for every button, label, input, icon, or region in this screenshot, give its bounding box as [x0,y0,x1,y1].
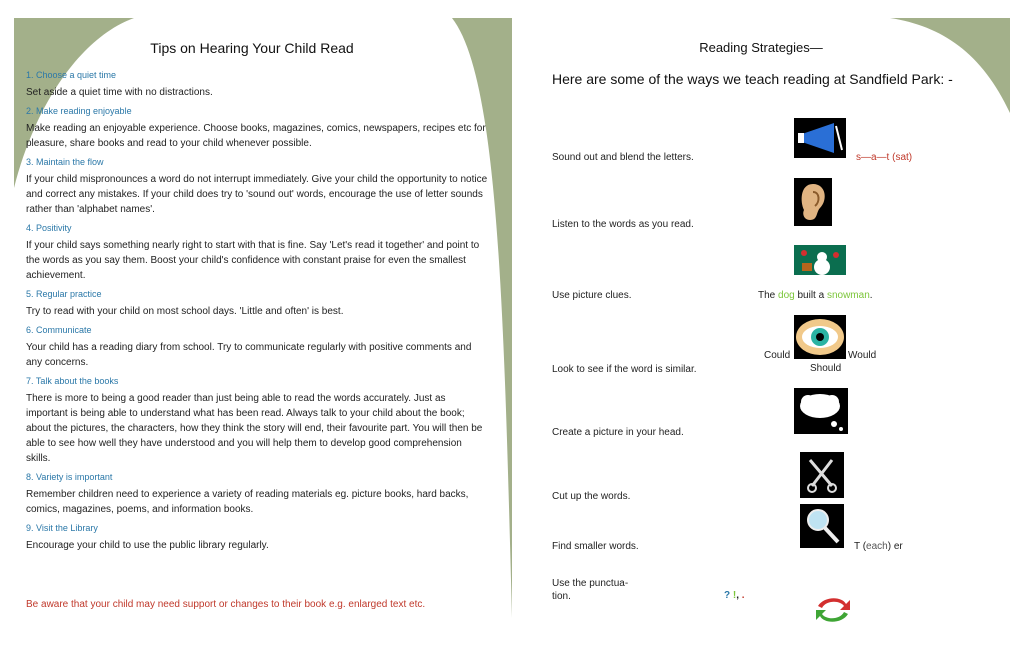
tip-body: There is more to being a good reader than just being able to read the words accurately. Just as important is being able to understand what has been read. Always talk to your child about the book; about the pictures, the characters, how they think the story will end, their favourite part. You will then be able to see how well they have understood and you will help them to develop good comprehension skills. [26,393,483,464]
tip-body: Encourage your child to use the public library regularly. [26,540,269,551]
question-mark: ? [724,590,731,601]
tip-body: Remember children need to experience a variety of reading materials eg. picture books, hard backs, comics, magazines, poems, and information books. [26,489,469,515]
similar-word: Would [848,350,877,361]
tip-item [26,106,488,151]
snowman-picture-icon [794,245,846,285]
tip-item [26,523,488,553]
strategy-label: Listen to the words as you read. [552,219,694,230]
page-title: Reading Strategies— [699,40,823,55]
example-text: . [869,290,873,301]
tip-body: If your child mispronounces a word do not interrupt immediately. Give your child the opportunity to notice and correct any mistakes. If your child does try to 'sound out' words, encourage the use of letter sounds rather than 'alphabet names'. [26,174,488,215]
similar-word: Should [810,363,842,374]
tip-heading: 9. Visit the Library [26,523,98,533]
tip-heading: 8. Variety is important [26,472,113,482]
tip-heading: 1. Choose a quiet time [26,70,117,80]
left-page [14,18,512,646]
strategy-label: Find smaller words. [552,541,639,552]
strategy-label: tion. [552,591,571,602]
tip-item [26,376,488,466]
example-text: ) er [887,541,903,552]
tip-item [26,157,488,217]
full-stop-mark: . [741,590,745,601]
tip-heading: 3. Maintain the flow [26,157,104,167]
tip-heading: 2. Make reading enjoyable [26,106,132,116]
clue-word: snowman [826,290,870,301]
tip-item [26,70,488,100]
tip-body: Try to read with your child on most school days. 'Little and often' is best. [26,306,344,317]
similar-word: Could [764,350,791,361]
eye-icon [794,315,846,359]
warning-note: Be aware that your child may need support or changes to their book e.g. enlarged text etc. [26,599,426,610]
arrows-icon [814,594,852,626]
tip-item [26,223,488,283]
intro-text: Here are some of the ways we teach reading at Sandfield Park: - [552,71,953,87]
tip-item [26,289,488,319]
tips-list [26,70,488,559]
sound-example: s—a—t (sat) [856,152,913,163]
punctuation-marks [724,590,745,601]
strategy-label: Use picture clues. [552,290,632,301]
tip-item [26,472,488,517]
strategy-label: Cut up the words. [552,491,631,502]
example-text: built a [794,290,827,301]
example-text: The [758,290,779,301]
page-title: Tips on Hearing Your Child Read [150,40,354,56]
tip-heading: 4. Positivity [26,223,72,233]
tip-body: Make reading an enjoyable experience. Choose books, magazines, comics, newspapers, recipes etc for pleasure, share books and read to your child whenever possible. [26,123,486,149]
megaphone-icon [794,118,846,158]
right-page [512,18,1010,646]
strategy-label: Create a picture in your head. [552,427,684,438]
scissors-icon [800,452,844,498]
comma-mark: , [736,590,740,601]
tip-body: Your child has a reading diary from school. Try to communicate regularly with positive comments and any concerns. [26,342,472,368]
smaller-word-example [854,541,903,552]
clue-word: dog [778,290,795,301]
hidden-word: each [866,541,888,552]
picture-clue-example [758,290,873,301]
tip-item [26,325,488,370]
tip-body: Set aside a quiet time with no distractions. [26,87,213,98]
exclamation-mark: ! [732,590,737,601]
strategy-label: Look to see if the word is similar. [552,364,697,375]
strategy-label: Sound out and blend the letters. [552,152,694,163]
tip-heading: 5. Regular practice [26,289,102,299]
ear-icon [794,178,832,226]
tip-heading: 6. Communicate [26,325,92,335]
example-text: T ( [854,541,867,552]
thought-bubble-icon [794,388,848,434]
magnifier-icon [800,504,844,548]
strategy-label: Use the punctua- [552,578,629,589]
tip-body: If your child says something nearly right to start with that is fine. Say 'Let's read it together' and point to the words as you say them. Boost your child's confidence with constant praise for even the smallest achievement. [26,240,480,281]
tip-heading: 7. Talk about the books [26,376,119,386]
